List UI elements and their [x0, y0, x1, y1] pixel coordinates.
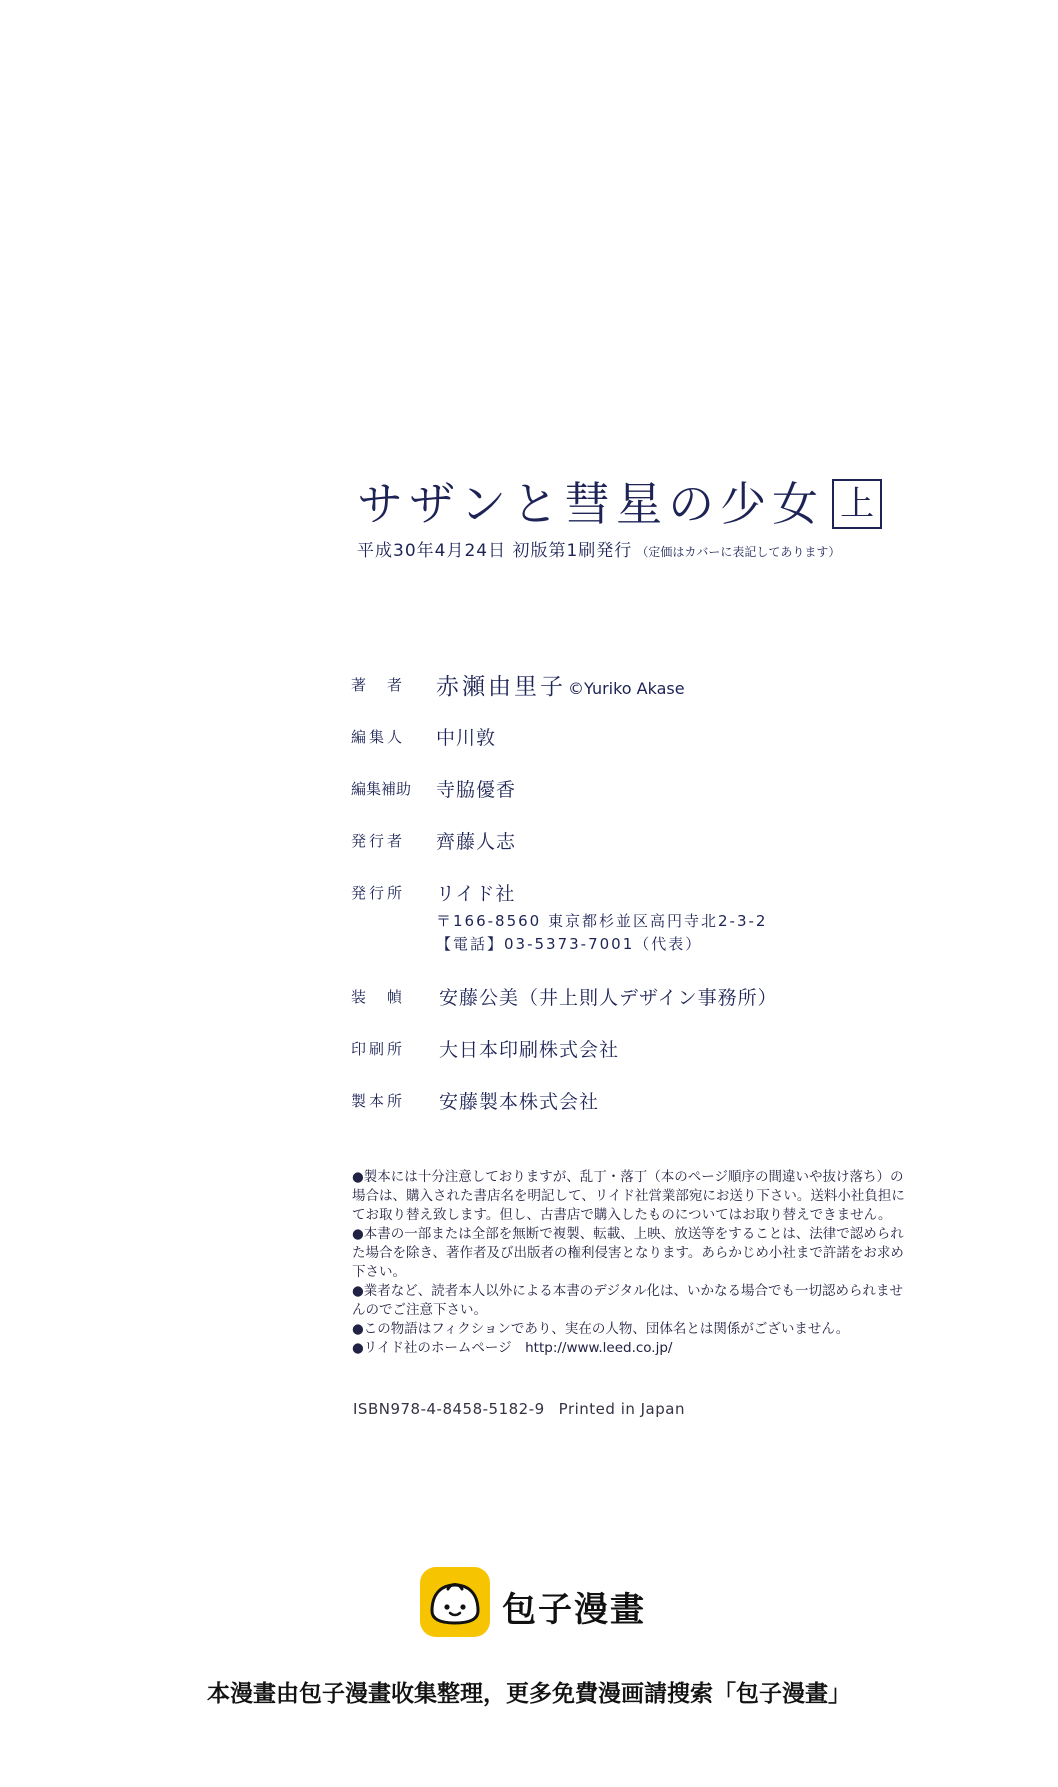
- notice-item: ●業者など、読者本人以外による本書のデジタル化は、いかなる場合でも一切認められませんのでご注意下さい。: [352, 1283, 903, 1318]
- watermark-notice: 本漫畫由包子漫畫收集整理，更多免費漫画請搜索「包子漫畫」: [207, 1681, 851, 1707]
- isbn: ISBN978-4-8458-5182-9: [353, 1400, 545, 1418]
- publisher-address: 〒166-8560 東京都杉並区高円寺北2-3-2: [436, 912, 768, 930]
- book-title: [357, 468, 882, 534]
- isbn-line: [353, 1400, 685, 1418]
- credit-label: 著 者: [351, 676, 406, 694]
- edition-line: [357, 536, 840, 561]
- notice-item: ●本書の一部または全部を無断で複製、転載、上映、放送等をすることは、法律で認められた場合を除き、著作者及び出版者の権利侵害となります。あらかじめ小社まで許諾をお求め下さい。: [352, 1226, 904, 1280]
- notice-item: ●この物語はフィクションであり、実在の人物、団体名とは関係がございません。: [352, 1321, 850, 1337]
- credit-label: 発行所: [351, 884, 406, 902]
- edition-note: （定価はカバーに表記してあります）: [636, 545, 841, 559]
- notice-item: ●リイド社のホームページ http://www.leed.co.jp/: [352, 1340, 673, 1356]
- author-name: 赤瀬由里子: [436, 674, 566, 700]
- credit-value: 中川敦: [436, 727, 497, 749]
- volume-badge: 上: [832, 479, 882, 529]
- author-copyright: ©Yuriko Akase: [568, 679, 685, 698]
- credit-value: [436, 668, 685, 701]
- legal-notices: [352, 1168, 912, 1358]
- credit-label: 製本所: [351, 1092, 406, 1110]
- printed-in: Printed in Japan: [558, 1400, 685, 1418]
- credit-label: 装 幀: [351, 988, 406, 1006]
- credit-value: 大日本印刷株式会社: [439, 1039, 620, 1061]
- credit-label: 編集人: [351, 728, 406, 746]
- credit-value: リイド社: [436, 883, 516, 905]
- credit-value: 安藤製本株式会社: [439, 1091, 600, 1113]
- edition-date: 平成30年4月24日 初版第1刷発行: [357, 541, 633, 561]
- baozi-bun-icon: [420, 1567, 490, 1637]
- credit-value: 安藤公美（井上則人デザイン事務所）: [439, 987, 778, 1009]
- notice-item: ●製本には十分注意しておりますが、乱丁・落丁（本のページ順序の間違いや抜け落ち）の場合は、購入された書店名を明記して、リイド社営業部宛にお送り下さい。送料小社負担にてお取り替え致します。但し、古書店で購入したものについてはお取り替えできません。: [352, 1169, 905, 1223]
- watermark-brand: 包子漫畫: [502, 1590, 646, 1630]
- credit-label: 編集補助: [351, 780, 412, 798]
- credit-label: 発行者: [351, 832, 406, 850]
- credit-value: 寺脇優香: [436, 779, 517, 801]
- credit-label: 印刷所: [351, 1040, 406, 1058]
- credit-value: 齊藤人志: [436, 831, 517, 853]
- book-title-text: サザンと彗星の少女: [357, 477, 825, 531]
- publisher-phone: 【電話】03-5373-7001（代表）: [436, 935, 703, 953]
